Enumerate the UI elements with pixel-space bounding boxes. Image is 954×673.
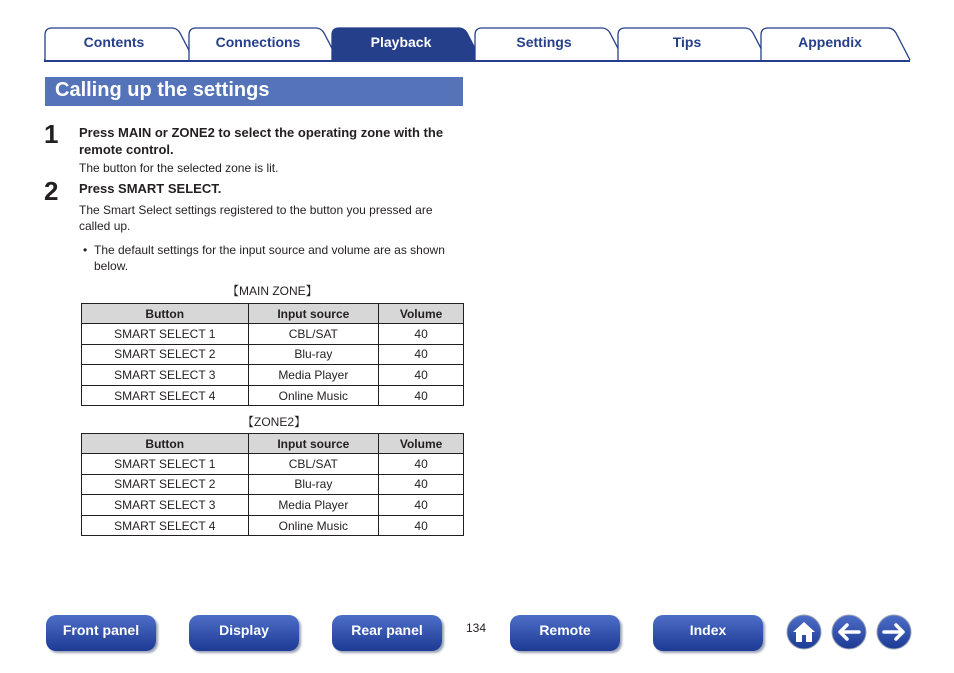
cell-volume: 40 bbox=[379, 385, 464, 406]
arrow-left-icon bbox=[831, 614, 867, 650]
rear-panel-button[interactable]: Rear panel bbox=[332, 615, 442, 651]
bullet-mark: • bbox=[83, 243, 88, 257]
table-row bbox=[82, 515, 464, 536]
index-button[interactable]: Index bbox=[653, 615, 763, 651]
tab-label: Appendix bbox=[798, 34, 862, 50]
cell-button: SMART SELECT 3 bbox=[82, 365, 249, 386]
tab-connections[interactable] bbox=[188, 27, 340, 60]
cell-volume: 40 bbox=[379, 324, 464, 345]
header-volume: Volume bbox=[379, 304, 464, 324]
cell-input-source: Online Music bbox=[248, 385, 379, 406]
home-icon bbox=[786, 614, 822, 650]
page-number: 134 bbox=[466, 621, 487, 635]
back-button[interactable] bbox=[831, 614, 867, 650]
tab-appendix[interactable] bbox=[760, 27, 912, 60]
zone2-table bbox=[81, 433, 464, 536]
table-row bbox=[82, 385, 464, 406]
header-button: Button bbox=[82, 304, 249, 324]
cell-volume: 40 bbox=[379, 474, 464, 495]
table-row bbox=[82, 365, 464, 386]
arrow-right-icon bbox=[876, 614, 912, 650]
cell-input-source: CBL/SAT bbox=[248, 454, 379, 475]
tab-settings[interactable] bbox=[474, 27, 626, 60]
table-row bbox=[82, 454, 464, 475]
top-tab-bar bbox=[44, 27, 910, 63]
cell-input-source: CBL/SAT bbox=[248, 324, 379, 345]
table-row bbox=[82, 344, 464, 365]
bullet-note: The default settings for the input source and volume are as shown below. bbox=[94, 243, 445, 273]
step-1-description: The button for the selected zone is lit. bbox=[79, 161, 279, 175]
remote-button[interactable]: Remote bbox=[510, 615, 620, 651]
header-button: Button bbox=[82, 434, 249, 454]
cell-button: SMART SELECT 3 bbox=[82, 495, 249, 516]
tab-label: Settings bbox=[516, 34, 572, 50]
tab-contents[interactable] bbox=[44, 27, 196, 60]
step-number-1: 1 bbox=[44, 119, 59, 149]
cell-input-source: Media Player bbox=[248, 365, 379, 386]
table-row bbox=[82, 474, 464, 495]
cell-volume: 40 bbox=[379, 515, 464, 536]
table-row bbox=[82, 495, 464, 516]
cell-input-source: Blu-ray bbox=[248, 344, 379, 365]
cell-button: SMART SELECT 4 bbox=[82, 515, 249, 536]
tab-label: Playback bbox=[370, 34, 432, 50]
main-zone-caption: 【MAIN ZONE】 bbox=[227, 284, 318, 298]
cell-volume: 40 bbox=[379, 344, 464, 365]
section-heading bbox=[45, 77, 463, 106]
tab-playback[interactable] bbox=[331, 27, 483, 60]
cell-volume: 40 bbox=[379, 454, 464, 475]
tab-label: Tips bbox=[672, 34, 702, 50]
cell-button: SMART SELECT 1 bbox=[82, 454, 249, 475]
tab-tips[interactable] bbox=[617, 27, 769, 60]
main-zone-table bbox=[81, 303, 464, 406]
table-row bbox=[82, 324, 464, 345]
home-button[interactable] bbox=[786, 614, 822, 650]
cell-button: SMART SELECT 1 bbox=[82, 324, 249, 345]
header-volume: Volume bbox=[379, 434, 464, 454]
table-header-row bbox=[82, 434, 464, 454]
forward-button[interactable] bbox=[876, 614, 912, 650]
section-heading-text: Calling up the settings bbox=[55, 79, 270, 101]
cell-volume: 40 bbox=[379, 365, 464, 386]
header-input-source: Input source bbox=[248, 304, 379, 324]
cell-input-source: Blu-ray bbox=[248, 474, 379, 495]
step-2-instruction: Press SMART SELECT. bbox=[79, 181, 222, 196]
step-2-description: The Smart Select settings registered to the button you pressed are called up. bbox=[79, 203, 433, 233]
cell-input-source: Online Music bbox=[248, 515, 379, 536]
cell-input-source: Media Player bbox=[248, 495, 379, 516]
cell-button: SMART SELECT 4 bbox=[82, 385, 249, 406]
tab-label: Contents bbox=[83, 34, 145, 50]
step-1-instruction: Press MAIN or ZONE2 to select the operating zone with the remote control. bbox=[79, 125, 444, 157]
tab-label: Connections bbox=[215, 34, 301, 50]
cell-button: SMART SELECT 2 bbox=[82, 474, 249, 495]
table-header-row bbox=[82, 304, 464, 324]
step-number-2: 2 bbox=[44, 176, 59, 206]
header-input-source: Input source bbox=[248, 434, 379, 454]
cell-button: SMART SELECT 2 bbox=[82, 344, 249, 365]
zone2-caption: 【ZONE2】 bbox=[242, 415, 307, 429]
display-button[interactable]: Display bbox=[189, 615, 299, 651]
cell-volume: 40 bbox=[379, 495, 464, 516]
front-panel-button[interactable]: Front panel bbox=[46, 615, 156, 651]
